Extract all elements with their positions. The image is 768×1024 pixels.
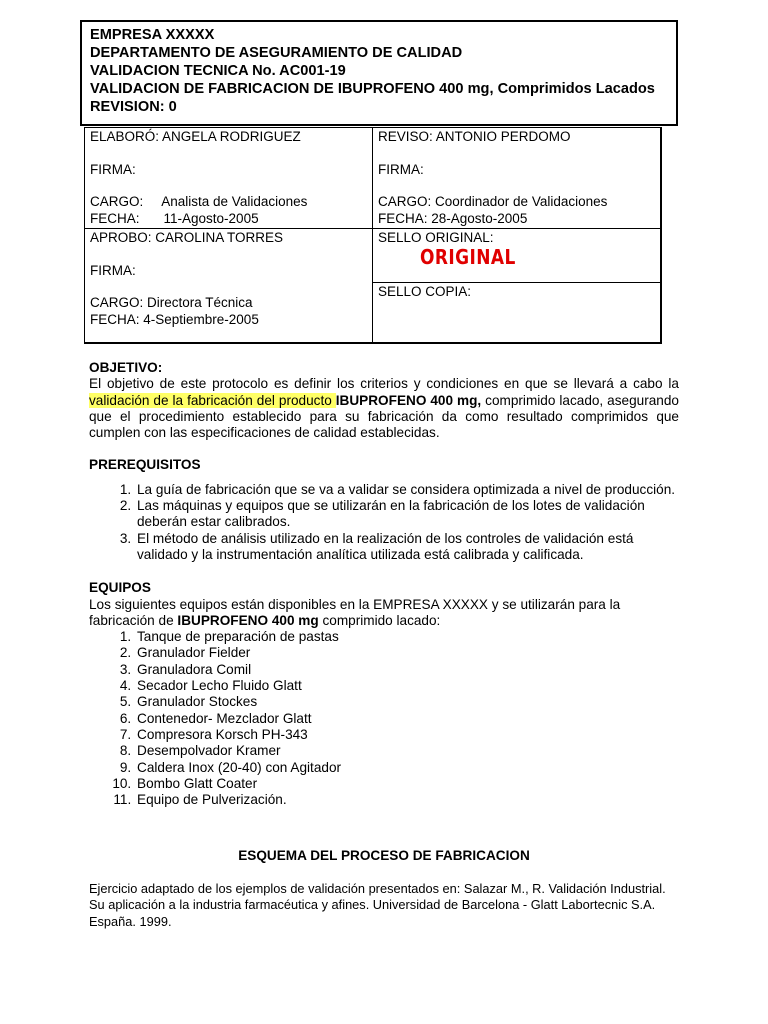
aprobo-cell (85, 229, 373, 344)
prerequisitos-list (89, 482, 679, 563)
equipos-intro (89, 597, 679, 630)
document-body (89, 360, 679, 930)
objetivo-highlight: validación de la fabricación del producto (89, 392, 336, 408)
reviso-fecha: FECHA: 28-Agosto-2005 (378, 210, 528, 226)
elaboro-cell (85, 128, 373, 229)
aprobo-cargo: CARGO: Directora Técnica (90, 295, 253, 310)
list-item: 3. El método de análisis utilizado en la realización de los controles de validación está validado y la instrumentación analítica utilizada está calibrada y calificada. (135, 531, 679, 564)
document-header (80, 20, 678, 126)
sello-copia-cell (373, 283, 662, 344)
elaboro-cargo-value: Analista de Validaciones (161, 194, 308, 209)
list-item: 1. Tanque de preparación de pastas (135, 629, 679, 645)
esquema-title: ESQUEMA DEL PROCESO DE FABRICACION (238, 848, 530, 864)
validation-title: VALIDACION DE FABRICACION DE IBUPROFENO 400 mg, Comprimidos Lacados (90, 81, 655, 97)
list-item: 5. Granulador Stockes (135, 694, 679, 710)
signature-table (84, 127, 662, 344)
reviso-cargo: CARGO: Coordinador de Validaciones (378, 194, 608, 209)
list-item: 11. Equipo de Pulverización. (135, 792, 679, 808)
objetivo-product: IBUPROFENO 400 mg, (335, 392, 482, 408)
aprobo-fecha: FECHA: 4-Septiembre-2005 (90, 311, 259, 327)
department-name: DEPARTAMENTO DE ASEGURAMIENTO DE CALIDAD (90, 45, 463, 61)
equipos-intro-product: IBUPROFENO 400 mg (177, 612, 319, 628)
elaboro-fecha (90, 211, 367, 228)
elaboro-firma: FIRMA: (90, 161, 136, 177)
reviso-cell (373, 128, 662, 229)
sello-copia-label: SELLO COPIA: (378, 284, 472, 299)
aprobo-firma: FIRMA: (90, 262, 136, 278)
objetivo-title: OBJETIVO: (89, 360, 163, 375)
objetivo-text-end: comprimido lacado, asegurando que el procedimiento establecido para su fabricación da como resultado comprimidos que cumplen con las especificaciones de calidad establecidas. (89, 392, 679, 441)
elaboro-fecha-label: FECHA: (90, 210, 140, 226)
equipos-list (89, 629, 679, 808)
validation-number: VALIDACION TECNICA No. AC001-19 (90, 63, 346, 79)
list-item: 2. Las máquinas y equipos que se utilizarán en la fabricación de los lotes de validación deberán estar calibrados. (135, 498, 679, 531)
elaboro-fecha-value: 11-Agosto-2005 (163, 210, 259, 226)
elaboro-cargo-label: CARGO: (90, 194, 144, 209)
list-item: 1. La guía de fabricación que se va a validar se considera optimizada a nivel de producción. (135, 482, 679, 498)
prerequisitos-title: PREREQUISITOS (89, 457, 201, 473)
equipos-intro-end: comprimido lacado: (318, 612, 441, 628)
objetivo-paragraph (89, 376, 679, 441)
list-item: 4. Secador Lecho Fluido Glatt (135, 678, 679, 694)
list-item: 7. Compresora Korsch PH-343 (135, 727, 679, 743)
reviso-name: REVISO: ANTONIO PERDOMO (378, 129, 571, 144)
revision: REVISION: 0 (90, 99, 177, 115)
elaboro-cargo (90, 194, 367, 211)
aprobo-name: APROBO: CAROLINA TORRES (90, 230, 284, 245)
objetivo-text-start: El objetivo de este protocolo es definir los criterios y condiciones en que se llevará a cabo la (89, 376, 679, 392)
list-item: 9. Caldera Inox (20-40) con Agitador (135, 760, 679, 776)
list-item: 2. Granulador Fielder (135, 645, 679, 661)
equipos-intro-start: Los siguientes equipos están disponibles en la EMPRESA XXXXX y se utilizarán para la fabricación de (89, 596, 621, 628)
list-item: 3. Granuladora Comil (135, 662, 679, 678)
list-item: 10. Bombo Glatt Coater (135, 776, 679, 792)
elaboro-name: ELABORÓ: ANGELA RODRIGUEZ (90, 129, 301, 144)
original-stamp: ORIGINAL (420, 244, 516, 269)
reference-note: Ejercicio adaptado de los ejemplos de validación presentados en: Salazar M., R. Validación Industrial. Su aplicación a la industria farmacéutica y afines. Universidad de Barcelona - Glatt Labortecnic S.A. España. 1999. (89, 880, 666, 929)
reviso-firma: FIRMA: (378, 161, 424, 177)
sello-original-cell (373, 229, 662, 283)
sello-original-label: SELLO ORIGINAL: (378, 230, 494, 245)
equipos-title: EQUIPOS (89, 580, 151, 596)
list-item: 8. Desempolvador Kramer (135, 743, 679, 759)
list-item: 6. Contenedor- Mezclador Glatt (135, 711, 679, 727)
company-name: EMPRESA XXXXX (90, 27, 215, 43)
